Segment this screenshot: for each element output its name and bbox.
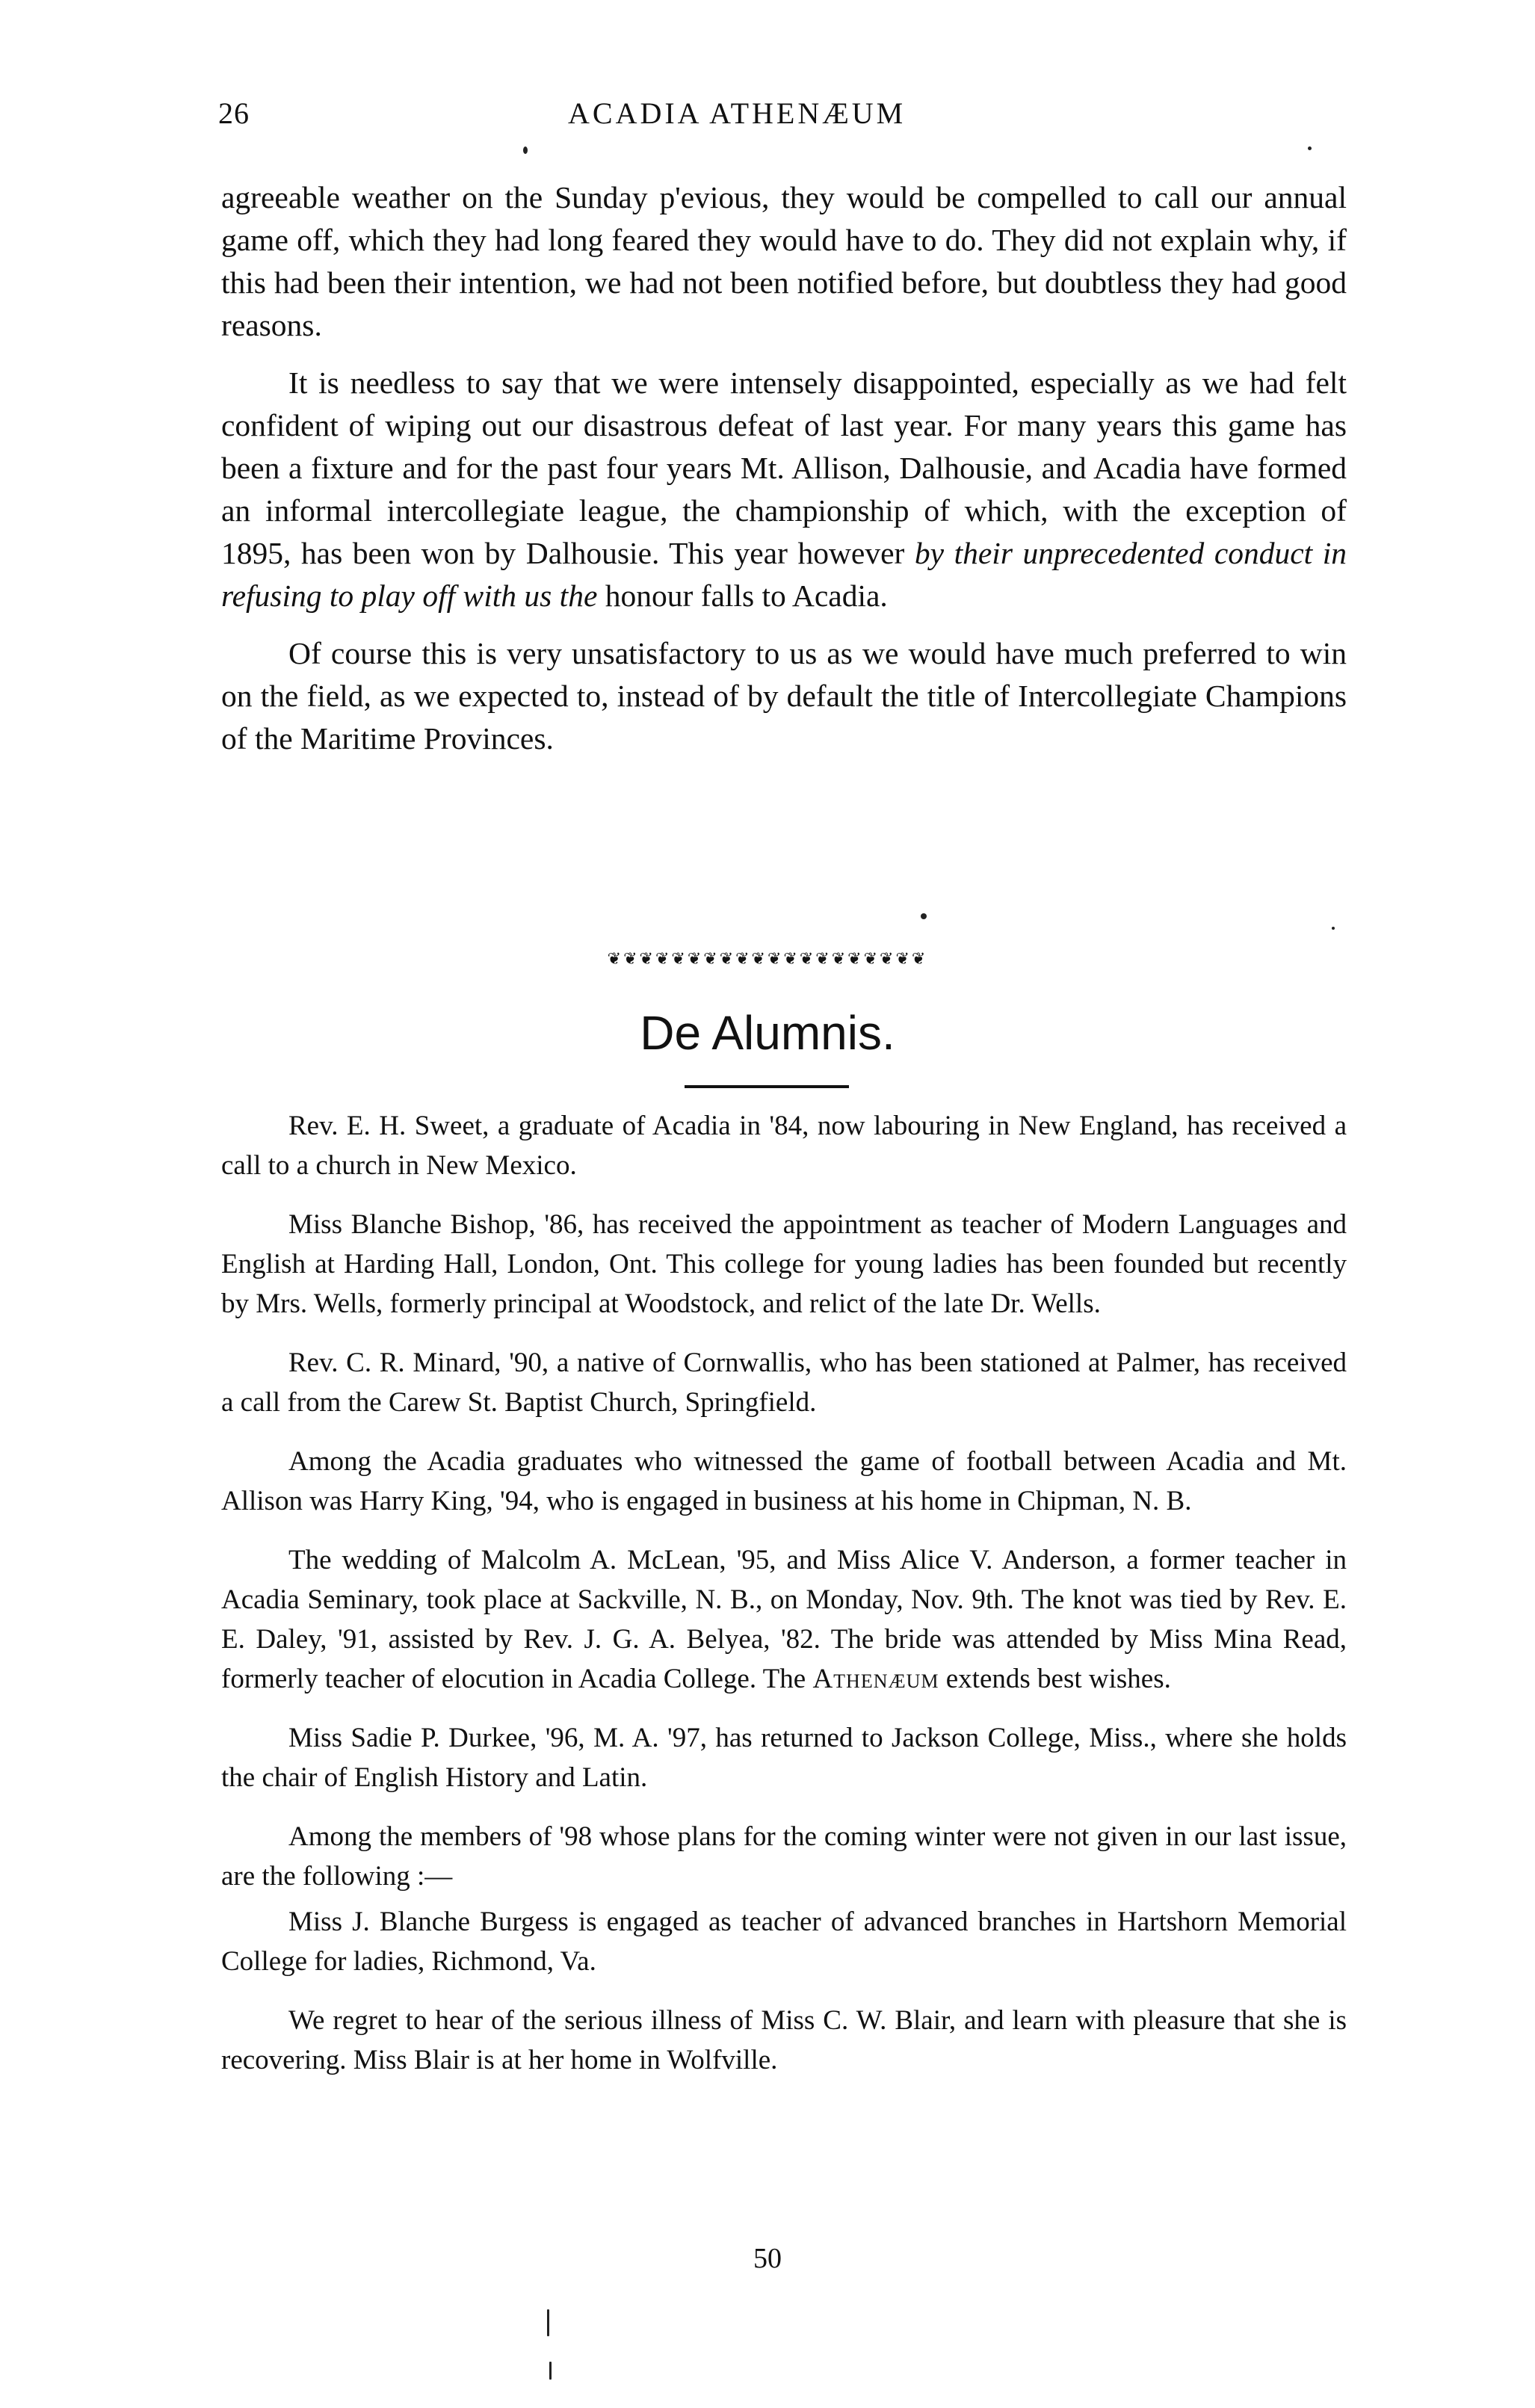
title-rule <box>685 1085 849 1088</box>
alumni-note: Among the members of '98 whose plans for the coming winter were not given in our last issue, are the following :— <box>221 1821 1347 1892</box>
print-speck <box>1332 927 1335 930</box>
print-speck <box>523 146 528 154</box>
folio-number: 50 <box>753 2243 782 2274</box>
small-caps-text: Athenæum <box>812 1664 939 1694</box>
page-header <box>0 96 1535 141</box>
page-number: 26 <box>218 96 250 130</box>
alumni-note: Miss Blanche Bishop, '86, has received the appointment as teacher of Modern Languages and English at Harding Hall, London, Ont. This college for young ladies has been founded but recently by Mrs. Wells, formerly principal at Woodstock, and relict of the late Dr. Wells. <box>221 1209 1347 1319</box>
paragraph <box>221 362 1347 617</box>
alumni-note: We regret to hear of the serious illness of Miss C. W. Blair, and learn with pleasure that she is recovering. Miss Blair is at her home in Wolfville. <box>221 2005 1347 2075</box>
alumni-note: Among the Acadia graduates who witnessed the game of football between Acadia and Mt. Allison was Harry King, '94, who is engaged in business at his home in Chipman, N. B. <box>221 1446 1347 1516</box>
alumni-notes <box>221 1106 1347 2099</box>
alumni-note: Rev. C. R. Minard, '90, a native of Cornwallis, who has been stationed at Palmer, has received a call from the Carew St. Baptist Church, Springfield. <box>221 1347 1347 1418</box>
print-speck <box>921 913 927 919</box>
alumni-note: Miss J. Blanche Burgess is engaged as teacher of advanced branches in Hartshorn Memorial College for ladies, Richmond, Va. <box>221 1907 1347 1977</box>
alumni-note: Rev. E. H. Sweet, a graduate of Acadia in '84, now labouring in New England, has received a call to a church in New Mexico. <box>221 1111 1347 1181</box>
paragraph: agreeable weather on the Sunday p'evious, they would be compelled to call our annual game off, which they had long feared they would have to do. They did not explain why, if this had been their intention, we had not been notified before, but doubtless they had good reasons. <box>221 180 1347 342</box>
paragraph: Of course this is very unsatisfactory to us as we would have much preferred to win on the field, as we expected to, instead of by default the title of Intercollegiate Champions of the Maritime Provinces. <box>221 636 1347 756</box>
ornament-divider: ❦❦❦❦❦❦❦❦❦❦❦❦❦❦❦❦❦❦❦❦ <box>607 949 928 968</box>
article-body <box>221 176 1347 775</box>
note-text: extends best wishes. <box>939 1664 1171 1694</box>
running-title: ACADIA ATHENÆUM <box>568 96 907 130</box>
paragraph-text: It is needless to say that we were intensely disappointed, especially as we had felt confident of wiping out our disastrous defeat of last year. For many years this game has been a fixture and for the past four years Mt. Allison, Dalhousie, and Acadia have formed an informal intercollegiate league, the championship of which, with the exception of 1895, has been won by Dalhousie. This year however <box>221 365 1347 570</box>
italic-text: by their unprecedented conduct in refusing to play off with us the <box>221 536 1347 613</box>
section-title: De Alumnis. <box>640 1006 895 1060</box>
print-speck <box>547 2309 549 2336</box>
note-text: The wedding of Malcolm A. McLean, '95, and Miss Alice V. Anderson, a former teacher in Acadia Seminary, took place at Sackville, N. B., on Monday, Nov. 9th. The knot was tied by Rev. E. E. Daley, '91, assisted by Rev. J. G. A. Belyea, '82. The bride was attended by Miss Mina Read, formerly teacher of elocution in Acadia College. The <box>221 1545 1347 1694</box>
print-speck <box>549 2362 552 2380</box>
alumni-note <box>221 1540 1347 1699</box>
print-speck <box>1308 146 1312 150</box>
alumni-note: Miss Sadie P. Durkee, '96, M. A. '97, has returned to Jackson College, Miss., where she holds the chair of English History and Latin. <box>221 1723 1347 1793</box>
paragraph-text: honour falls to Acadia. <box>597 578 888 613</box>
